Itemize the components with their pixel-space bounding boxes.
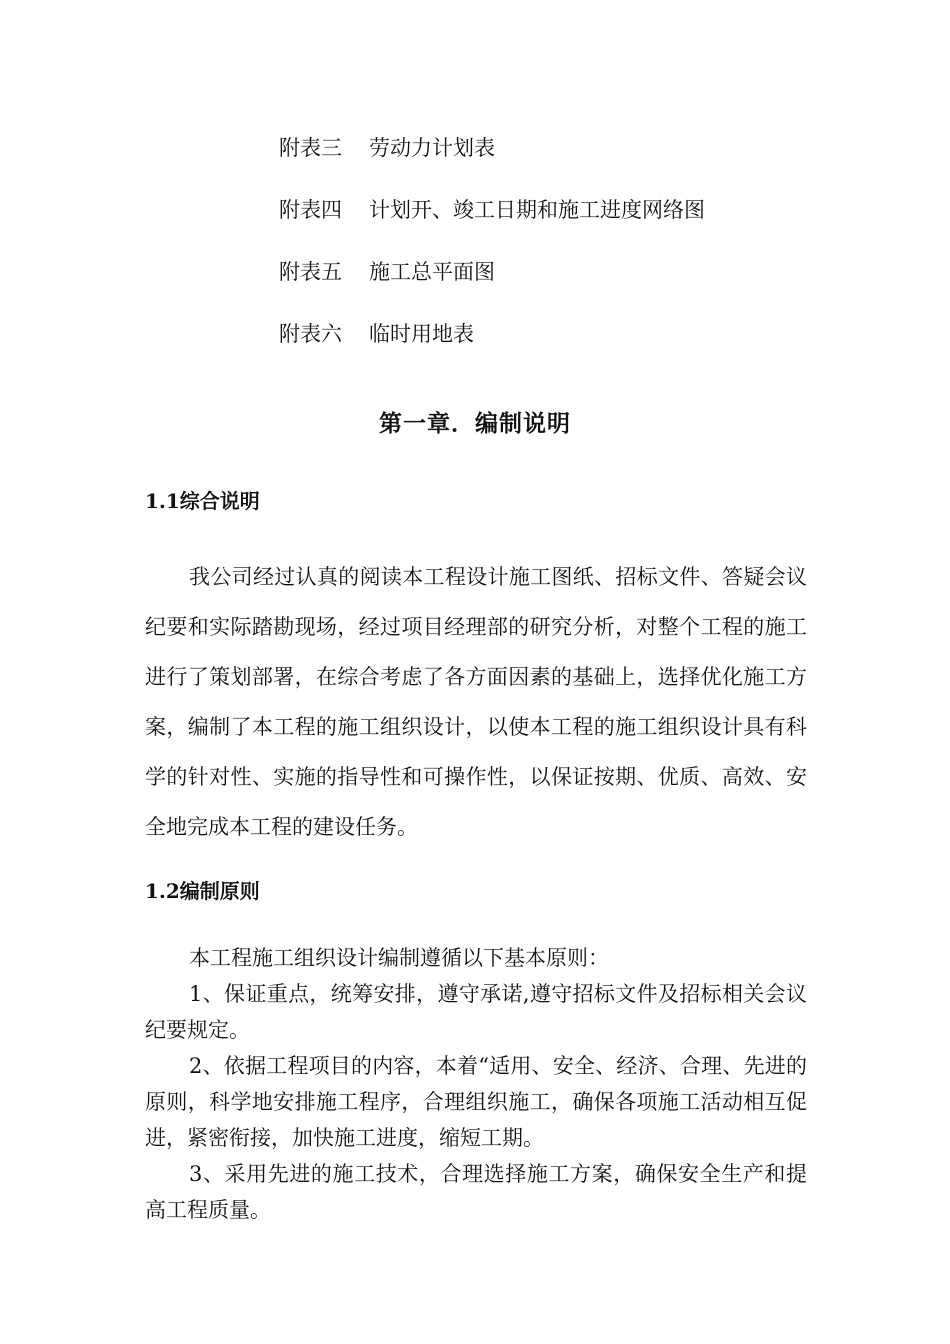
appendix-item [279, 252, 705, 314]
appendix-title: 劳动力计划表 [369, 136, 495, 160]
appendix-list [279, 128, 705, 376]
appendix-code: 附表五 [279, 260, 342, 284]
principle-item: 2、依据工程项目的内容，本着“适用、安全、经济、合理、先进的原则，科学地安排施工程序，合理组织施工，确保各项施工活动相互促进，紧密衔接，加快施工进度，缩短工期。 [145, 1054, 807, 1150]
appendix-code: 附表六 [279, 322, 342, 346]
principle-item: 3、采用先进的施工技术，合理选择施工方案，确保安全生产和提高工程质量。 [145, 1162, 807, 1222]
section-heading-overview: 1.1综合说明 [145, 489, 260, 513]
chapter-title: 第一章．编制说明 [379, 410, 571, 437]
appendix-item [279, 190, 705, 252]
section-heading-principles: 1.2编制原则 [145, 879, 260, 903]
appendix-item [279, 314, 705, 376]
appendix-title: 施工总平面图 [369, 260, 495, 284]
principles-intro: 本工程施工组织设计编制遵循以下基本原则： [189, 946, 609, 970]
principle-item: 1、保证重点，统筹安排，遵守承诺,遵守招标文件及招标相关会议纪要规定。 [145, 982, 807, 1042]
appendix-code: 附表四 [279, 198, 342, 222]
principles-block [145, 940, 807, 1228]
overview-paragraph: 我公司经过认真的阅读本工程设计施工图纸、招标文件、答疑会议纪要和实际踏勘现场，经过项目经理部的研究分析，对整个工程的施工进行了策划部署，在综合考虑了各方面因素的基础上，选择优化施工方案，编制了本工程的施工组织设计，以使本工程的施工组织设计具有科学的针对性、实施的指导性和可操作性，以保证按期、优质、高效、安全地完成本工程的建设任务。 [145, 565, 807, 839]
appendix-item [279, 128, 705, 190]
appendix-title: 计划开、竣工日期和施工进度网络图 [369, 198, 705, 222]
appendix-title: 临时用地表 [369, 322, 474, 346]
appendix-code: 附表三 [279, 136, 342, 160]
